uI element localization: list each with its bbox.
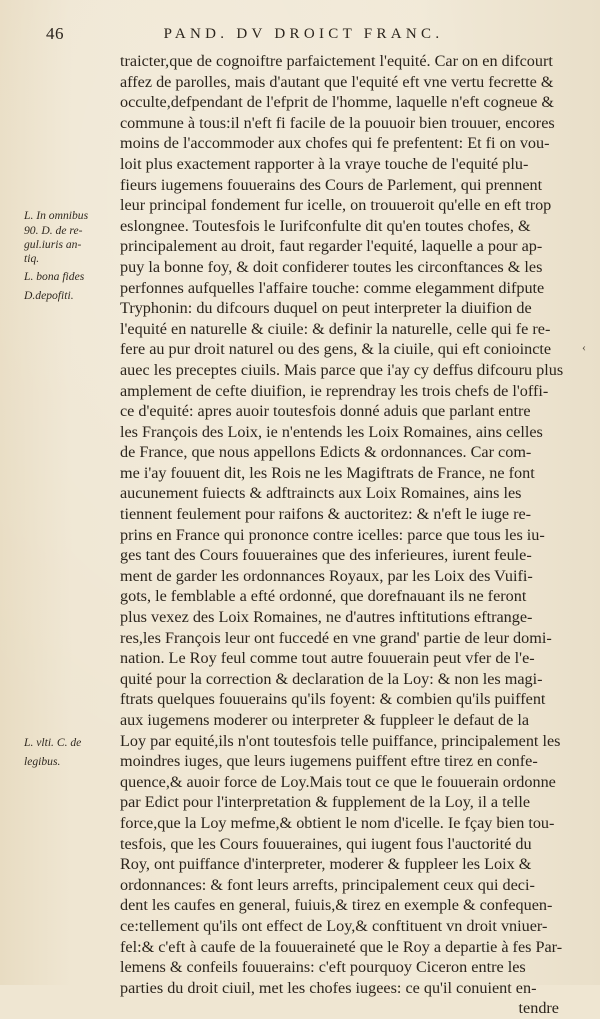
margin-note-3: gul.iuris an-: [24, 238, 82, 251]
text-line: l'equité en naturelle & ciuile: & definir la naturelle, celle qui fe re-: [120, 319, 551, 338]
margin-note-7: L. vlti. C. de: [24, 736, 82, 749]
text-line: aux iugemens moderer ou interpreter & fuppleer le defaut de la: [120, 711, 530, 729]
text-line: res,les François leur ont fuccedé en vne grand' partie de leur domi-: [120, 628, 552, 647]
text-line: fel:& c'eft à caufe de la fouueraineté que le Roy a departie à fes Par-: [120, 937, 563, 956]
text-line: ment de garder les ordonnances Royaux, par les Loix des Vuifi-: [120, 566, 533, 585]
text-line: tiennent feulement pour raifons & auctoritez: & n'eft le iuge re-: [120, 505, 532, 524]
text-line: leur principal fondement fur icelle, on trouueroit qu'elle en eft trop: [120, 196, 552, 215]
text-line: gots, le femblable a efté ordonné, que dorefnauant ils ne feront: [120, 587, 527, 606]
text-line: traicter,que de cognoiftre parfaictement l'equité. Car on en difcourt: [120, 52, 553, 70]
text-line: me i'ay fouuent dit, les Rois ne les Magiftrats de France, ne font: [120, 463, 535, 482]
text-line: parties du droit ciuil, met les chofes iugees: ce qu'il conuient en-: [120, 978, 537, 997]
text-line: eslongnee. Toutesfois le Iurifconfulte dit qu'en toutes chofes, &: [120, 216, 531, 235]
text-line: auec les preceptes ciuils. Mais parce que i'ay cy deffus difcouru plus: [120, 360, 564, 379]
text-line: par Edict pour l'interpretation & fupplement de la Loy, il a telle: [120, 793, 531, 812]
text-line: amplement de cefte diuifion, ie reprendray les trois chefs de l'offi-: [120, 381, 549, 400]
page-number: 46: [46, 24, 64, 43]
text-line: occulte,defpendant de l'efprit de l'homme, laquelle n'eft cogneue &: [120, 93, 554, 112]
body-text: [120, 51, 575, 1019]
text-line: plus vexez des Loix Romaines, ne d'autres inftitutions eftrange-: [120, 608, 533, 627]
text-line: les François des Loix, ie n'entends les Loix Romaines, ains celles: [120, 422, 543, 441]
margin-note-8: legibus.: [24, 755, 61, 768]
text-line: force,que la Loy mefme,& obtient le nom d'icelle. Ie fçay bien tou-: [120, 813, 555, 832]
margin-note-4: tiq.: [24, 252, 40, 265]
text-line: tesfois, que les Cours fouueraines, qui iugent fous l'auctorité du: [120, 834, 532, 853]
text-line: prins en France qui prononce contre icelles: parce que tous les iu-: [120, 525, 545, 544]
text-line: ftrats quelques fouuerains qu'ils foyent: & combien qu'ils puiffent: [120, 690, 546, 709]
text-line: Roy, ont puiffance d'interpreter, moderer & fuppleer les Loix &: [120, 855, 532, 874]
text-line: perfonnes aufquelles l'affaire touche: comme elegamment difpute: [120, 278, 545, 297]
text-line: nation. Le Roy feul comme tout autre fouuerain peut vfer de l'e-: [120, 649, 535, 668]
text-line: dent les caufes en general, fuiuis,& tirez en exemple & confequen-: [120, 896, 553, 915]
text-line: lemens & confeils fouuerains: c'eft pourquoy Ciceron entre les: [120, 958, 526, 977]
text-line: quence,& auoir force de Loy.Mais tout ce que le fouuerain ordonne: [120, 772, 556, 791]
running-head: PAND. DV DROICT FRANC.: [163, 26, 444, 42]
text-line: ce d'equité: apres auoir toutesfois donné aduis que parlant entre: [120, 402, 531, 421]
text-line: fieurs iugemens fouuerains des Cours de Parlement, qui prennent: [120, 175, 543, 194]
text-line: commune à tous:il n'eft fi facile de la pouuoir bien trouuer, encores: [120, 113, 555, 132]
text-line: ges tant des Cours fouueraines que des inferieures, iurent feule-: [120, 546, 532, 565]
text-line: moindres iuges, que leurs iugemens puiffent eftre tirez en confe-: [120, 752, 538, 771]
margin-note-6: D.depofiti.: [24, 289, 74, 302]
margin-note-1: L. In omnibus: [24, 209, 89, 222]
marginal-mark: ‹: [582, 340, 586, 354]
text-line: principalement au droit, faut regarder l'equité, laquelle a pour ap-: [120, 237, 543, 256]
text-line: moins de l'accommoder aux chofes qui fe prefentent: Et fi on vou-: [120, 134, 550, 153]
text-line: quité pour la correction & declaration de la Loy: & non les magi-: [120, 669, 543, 688]
text-line: fere au pur droit naturel ou des gens, & la ciuile, qui eft conioincte: [120, 340, 552, 359]
text-line: loit plus exactement rapporter à la vraye touche de l'equité plu-: [120, 154, 529, 173]
text-line: affez de parolles, mais d'autant que l'equité eft vne vertu fecrette &: [120, 72, 554, 91]
text-line-catchword: tendre: [518, 999, 559, 1018]
margin-note-5: L. bona fides: [24, 270, 85, 283]
margin-note-2: 90. D. de re-: [24, 224, 83, 237]
text-line: Loy par equité,ils n'ont toutesfois telle puiffance, principalement les: [120, 731, 561, 750]
text-line: Tryphonin: du difcours duquel on peut interpreter la diuifion de: [120, 299, 532, 318]
text-line: de France, que nous appellons Edicts & ordonnances. Car com-: [120, 443, 532, 462]
text-line: ce:tellement qu'ils ont effect de Loy,& conftituent vn droit vniuer-: [120, 916, 548, 935]
text-line: puy la bonne foy, & doit confiderer toutes les circonftances & les: [120, 257, 543, 276]
text-line: aucunement fuiects & adftraincts aux Loix Romaines, ains les: [120, 484, 522, 503]
text-line: ordonnances: & font leurs arrefts, principalement ceux qui deci-: [120, 875, 535, 894]
